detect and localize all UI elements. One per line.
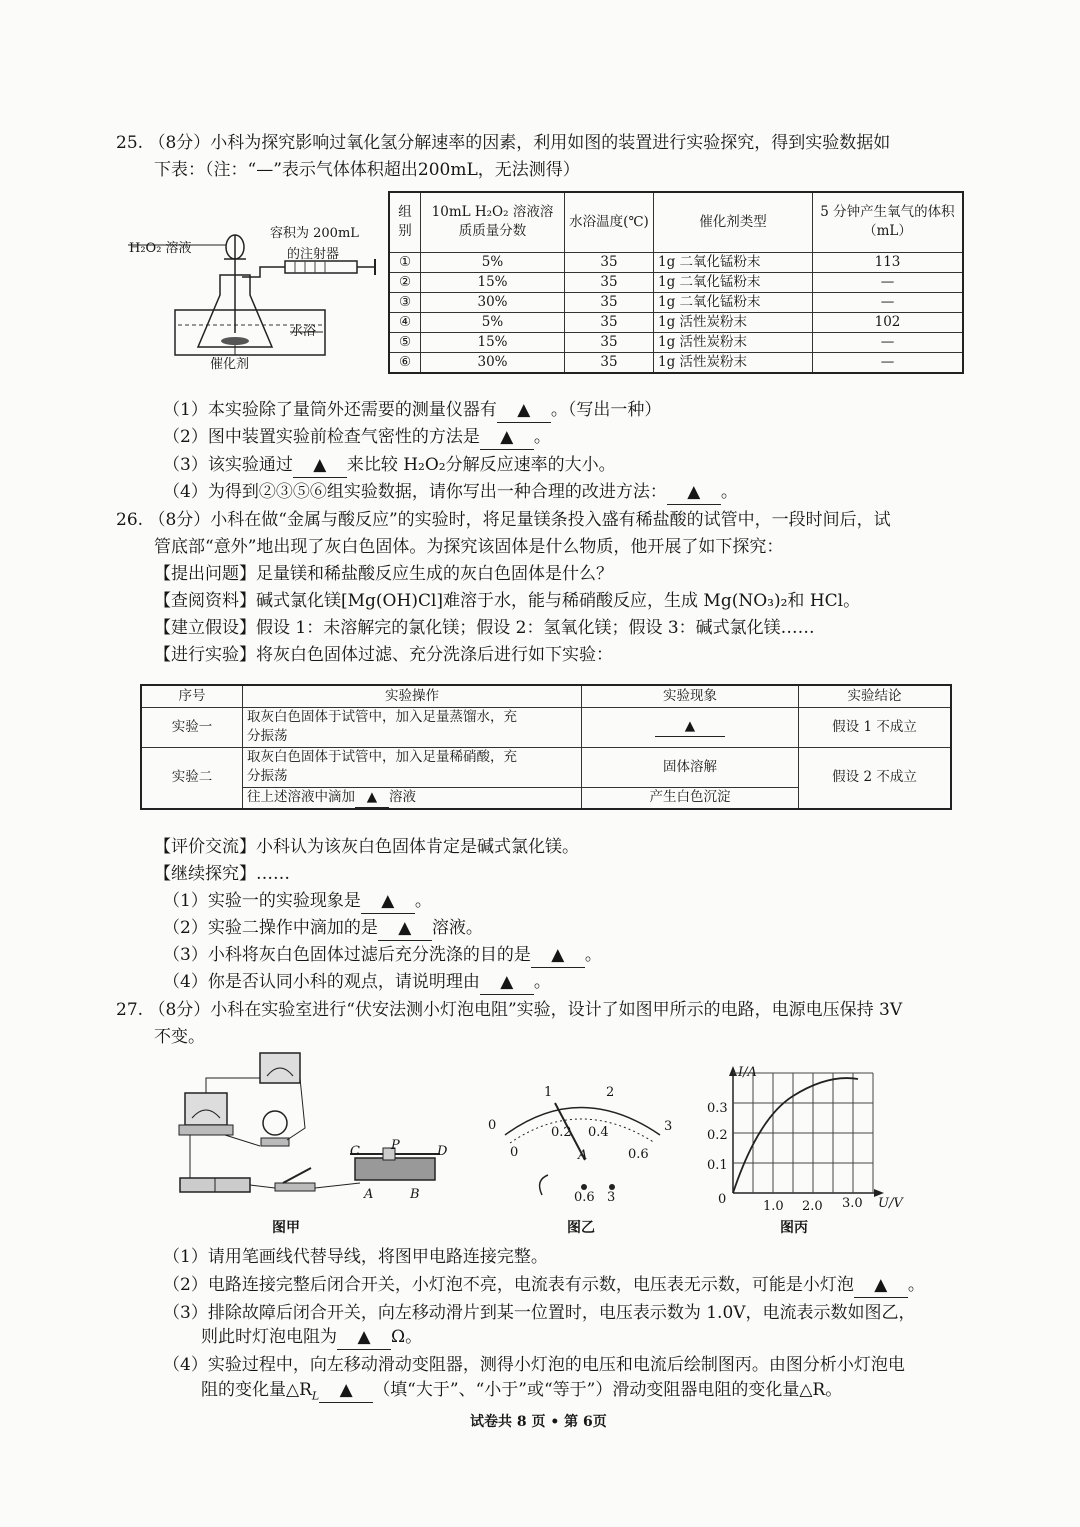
graph-ytick: 0.1 (707, 1158, 728, 1173)
header-cell: 催化剂类型 (654, 192, 813, 252)
table-cell: 1g 活性炭粉末 (654, 332, 813, 352)
q27-line2: 不变。 (154, 1027, 205, 1047)
q25-line1: 25. （8分）小科为探究影响过氧化氢分解速率的因素，利用如图的装置进行实验探究，得到实验数据如 (116, 133, 891, 153)
table-cell: 30% (421, 352, 565, 373)
terminal-label: 3 (607, 1190, 616, 1205)
answer-blank[interactable]: ▲ (361, 889, 415, 914)
q27-sub2: （2）电路连接完整后闭合开关，小灯泡不亮，电流表有示数，电压表无示数，可能是小灯泡 ▲ 。 (163, 1273, 925, 1298)
q26-hypothesis: 【建立假设】假设 1：未溶解完的氯化镁；假设 2：氢氧化镁；假设 3：碱式氯化镁…… (154, 618, 815, 638)
q26-evaluation: 【评价交流】小科认为该灰白色固体肯定是碱式氯化镁。 (154, 837, 579, 857)
caption-figure-a: 图甲 (272, 1220, 300, 1236)
table-cell: — (813, 332, 964, 352)
table-cell: 产生白色沉淀 (582, 787, 799, 809)
table-row (141, 747, 951, 787)
table-cell: ③ (389, 292, 421, 312)
answer-blank[interactable]: ▲ (319, 1378, 373, 1403)
label-syringe-1: 容积为 200mL (270, 226, 359, 241)
iu-graph (700, 1060, 910, 1210)
header-cell: 序号 (141, 685, 243, 707)
dial-arc (505, 1108, 660, 1136)
q25-line2: 下表：（注：“—”表示气体体积超出200mL，无法测得） (154, 160, 580, 180)
table-row (389, 332, 963, 352)
q26-continue: 【继续探究】…… (154, 864, 290, 884)
table-cell: 假设 1 不成立 (799, 707, 952, 747)
label-h2o2: H₂O₂ 溶液 (129, 241, 192, 256)
rheostat-label-a: A (364, 1187, 374, 1202)
table-cell: — (813, 292, 964, 312)
rheostat-label-p: P (391, 1138, 400, 1153)
q26-sub2: （2）实验二操作中滴加的是 ▲ 溶液。 (163, 916, 483, 941)
table-cell: 5% (421, 252, 565, 272)
dial-unit-label: A (578, 1148, 588, 1163)
table-cell: 35 (565, 352, 654, 373)
table-cell: 35 (565, 252, 654, 272)
rheostat-label-d: D (437, 1144, 448, 1159)
graph-ytick: 0.3 (707, 1101, 728, 1116)
header-cell: 水浴温度(℃) (565, 192, 654, 252)
table-cell (582, 707, 799, 747)
switch-icon (275, 1183, 315, 1191)
q25-sub4: （4）为得到②③⑤⑥组实验数据，请你写出一种合理的改进方法： ▲ 。 (163, 480, 738, 505)
table-cell: 1g 活性炭粉末 (654, 312, 813, 332)
table-cell: 1g 活性炭粉末 (654, 352, 813, 373)
table-cell: 102 (813, 312, 964, 332)
table-cell: 15% (421, 332, 565, 352)
table-cell: 5% (421, 312, 565, 332)
table-cell: 实验一 (141, 707, 243, 747)
answer-blank[interactable]: ▲ (531, 943, 585, 968)
header-cell: 5 分钟产生氧气的体积（mL） (813, 192, 964, 252)
rheostat-icon (355, 1158, 435, 1180)
q25-sub3: （3）该实验通过 ▲ 来比较 H₂O₂分解反应速率的大小。 (163, 453, 616, 478)
q27-sub4-cont: 阻的变化量$\triangle R_L$ ▲ （填“大于”、“小于”或“等于”）滑动变阻器电阻的变化量△R。 (201, 1380, 843, 1403)
catalyst-powder (221, 337, 249, 345)
table-cell: ⑤ (389, 332, 421, 352)
table-cell: 1g 二氧化锰粉末 (654, 252, 813, 272)
circuit-figure (165, 1048, 465, 1208)
q25-sub2: （2）图中装置实验前检查气密性的方法是 ▲ 。 (163, 425, 551, 450)
terminal-label: 0.6 (574, 1190, 595, 1205)
q26-line2: 管底部“意外”地出现了灰白色固体。为探究该固体是什么物质，他开展了如下探究： (154, 537, 784, 557)
table-cell: 35 (565, 332, 654, 352)
table-cell: 取灰白色固体于试管中，加入足量蒸馏水，充 分振荡 (243, 707, 582, 747)
table-cell: — (813, 272, 964, 292)
q26-sub1: （1）实验一的实验现象是 ▲ 。 (163, 889, 432, 914)
answer-blank[interactable]: ▲ (497, 398, 551, 423)
table-cell: 假设 2 不成立 (799, 747, 952, 809)
dial-top-tick: 2 (606, 1085, 615, 1100)
answer-blank[interactable]: ▲ (337, 1325, 391, 1350)
table-row (389, 312, 963, 332)
table-cell: 固体溶解 (582, 747, 799, 787)
q26-question: 【提出问题】足量镁和稀盐酸反应生成的灰白色固体是什么？ (154, 564, 613, 584)
q25-data-table (388, 191, 964, 374)
table-cell: 35 (565, 272, 654, 292)
answer-blank[interactable]: ▲ (655, 717, 725, 737)
q27-sub1: （1）请用笔画线代替导线，将图甲电路连接完整。 (163, 1247, 548, 1267)
q26-sub3: （3）小科将灰白色固体过滤后充分洗涤的目的是 ▲ 。 (163, 943, 602, 968)
ammeter-icon (185, 1093, 227, 1125)
table-row (389, 292, 963, 312)
table-cell: — (813, 352, 964, 373)
iu-curve (733, 1078, 858, 1193)
header-cell: 实验结论 (799, 685, 952, 707)
q27-line1: 27. （8分）小科在实验室进行“伏安法测小灯泡电阻”实验，设计了如图甲所示的电路，电源电压保持 3V (116, 1000, 903, 1020)
table-cell: ⑥ (389, 352, 421, 373)
answer-blank[interactable]: ▲ (293, 453, 347, 478)
table-row (389, 272, 963, 292)
table-row (389, 352, 963, 373)
answer-blank[interactable]: ▲ (378, 916, 432, 941)
table-cell: ④ (389, 312, 421, 332)
dial-bottom-tick: 0 (510, 1145, 519, 1160)
answer-blank[interactable]: ▲ (480, 425, 534, 450)
rheostat-label-b: B (410, 1187, 420, 1202)
table-row (141, 707, 951, 747)
table-cell: 30% (421, 292, 565, 312)
table-cell: 取灰白色固体于试管中，加入足量稀硝酸，充 分振荡 (243, 747, 582, 787)
bulb-icon (263, 1111, 287, 1135)
table-cell: 实验二 (141, 747, 243, 809)
q26-experiment-table (140, 684, 952, 810)
caption-figure-c: 图丙 (780, 1220, 808, 1236)
graph-ylabel: I/A (738, 1065, 757, 1080)
header-cell: 实验现象 (582, 685, 799, 707)
table-cell: ② (389, 272, 421, 292)
table-header-row (389, 192, 963, 252)
answer-blank[interactable]: ▲ (355, 788, 389, 808)
table-cell: 往上述溶液中滴加 ▲ 溶液 (243, 787, 582, 809)
dial-bottom-tick: 0.4 (588, 1125, 609, 1140)
q26-info: 【查阅资料】碱式氯化镁[Mg(OH)Cl]难溶于水，能与稀硝酸反应，生成 Mg(NO₃)₂和 HCl。 (154, 591, 861, 611)
label-water-bath: 水浴 (290, 324, 317, 339)
graph-xtick: 1.0 (763, 1199, 784, 1214)
q27-sub3-cont: 则此时灯泡电阻为 ▲ Ω。 (201, 1325, 422, 1350)
q26-line1: 26. （8分）小科在做“金属与酸反应”的实验时，将足量镁条投入盛有稀盐酸的试管中，一段时间后，试 (116, 510, 891, 530)
q26-experiment: 【进行实验】将灰白色固体过滤、充分洗涤后进行如下实验： (154, 645, 613, 665)
graph-origin: 0 (718, 1192, 727, 1207)
q27-sub3: （3）排除故障后闭合开关，向左移动滑片到某一位置时，电压表示数为 1.0V，电流表示数如图乙， (163, 1303, 916, 1323)
header-cell: 10mL H₂O₂ 溶液溶质质量分数 (421, 192, 565, 252)
answer-blank[interactable]: ▲ (854, 1273, 908, 1298)
graph-xtick: 2.0 (802, 1199, 823, 1214)
table-row (389, 252, 963, 272)
header-cell: 组别 (389, 192, 421, 252)
header-cell: 实验操作 (243, 685, 582, 707)
table-cell: 35 (565, 292, 654, 312)
answer-blank[interactable]: ▲ (480, 970, 534, 995)
dial-bottom-tick: 0.6 (628, 1147, 649, 1162)
q26-sub4: （4）你是否认同小科的观点，请说明理由 ▲ 。 (163, 970, 551, 995)
graph-xlabel: U/V (878, 1196, 903, 1211)
graph-ytick: 0.2 (707, 1128, 728, 1143)
table-cell: 35 (565, 312, 654, 332)
table-header-row (141, 685, 951, 707)
dial-top-tick: 0 (488, 1118, 497, 1133)
table-cell: 1g 二氧化锰粉末 (654, 292, 813, 312)
label-catalyst: 催化剂 (210, 357, 250, 372)
graph-xtick: 3.0 (842, 1196, 863, 1211)
caption-figure-b: 图乙 (567, 1220, 595, 1236)
table-cell: 1g 二氧化锰粉末 (654, 272, 813, 292)
answer-blank[interactable]: ▲ (667, 480, 721, 505)
dial-bottom-tick: 0.2 (551, 1125, 572, 1140)
q25-sub1: （1）本实验除了量筒外还需要的测量仪器有 ▲ 。（写出一种） (163, 398, 661, 423)
dial-top-tick: 1 (544, 1085, 553, 1100)
rheostat-label-c: C (350, 1144, 360, 1159)
page-footer: 试卷共 8 页 • 第 6页 (470, 1414, 607, 1430)
dial-top-tick: 3 (664, 1119, 673, 1134)
label-syringe-2: 的注射器 (287, 247, 340, 262)
table-cell: 113 (813, 252, 964, 272)
q27-sub4: （4）实验过程中，向左移动滑动变阻器，测得小灯泡的电压和电流后绘制图丙。由图分析小灯泡电 (163, 1355, 905, 1375)
table-cell: ① (389, 252, 421, 272)
table-cell: 15% (421, 272, 565, 292)
